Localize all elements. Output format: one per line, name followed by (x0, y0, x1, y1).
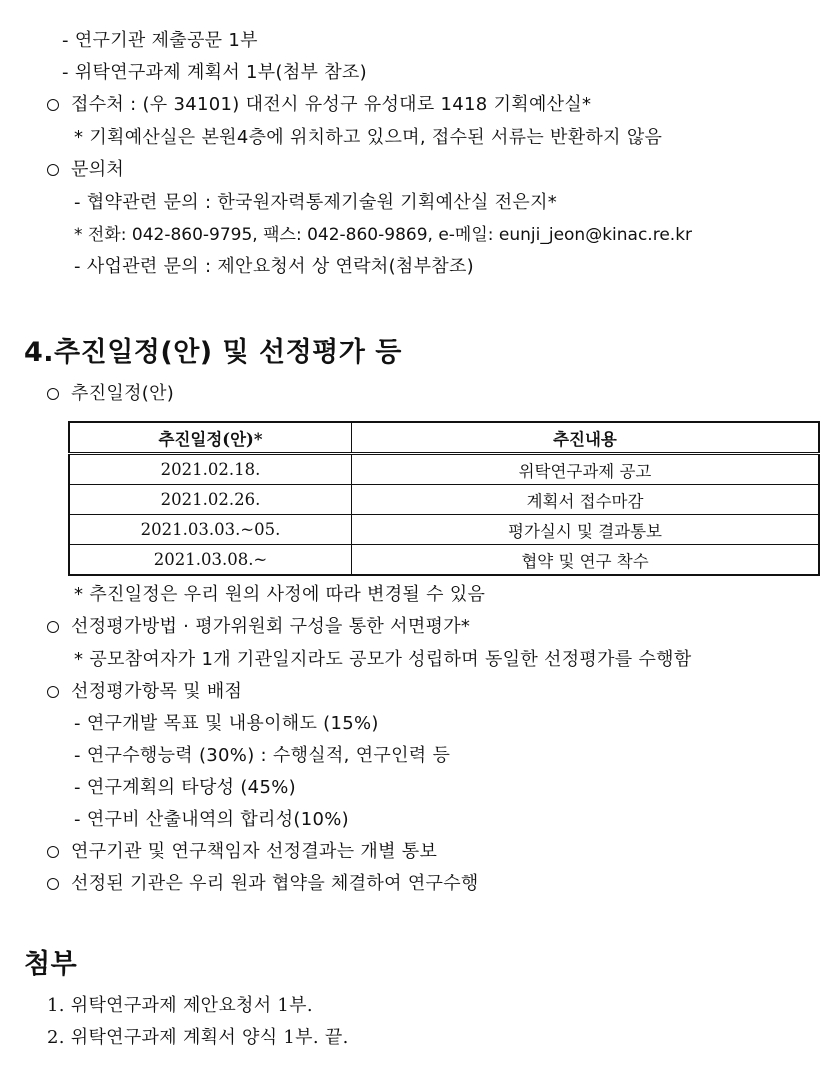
schedule-date: 2021.02.18. (69, 454, 352, 485)
attachments-heading: 첨부 (24, 949, 78, 980)
table-header-date: 추진일정(안)* (69, 422, 352, 454)
schedule-table (68, 421, 820, 576)
inquiry-line (47, 158, 124, 182)
schedule-content: 계획서 접수마감 (352, 485, 820, 515)
schedule-date: 2021.03.03.~05. (69, 515, 352, 545)
eval-items-label: 선정평가항목 및 배점 (71, 681, 243, 702)
circle-bullet-icon (47, 164, 59, 176)
reception-line (47, 93, 591, 117)
eval-item: - 연구비 산출내역의 합리성(10%) (74, 809, 349, 830)
contract-line (47, 872, 479, 896)
table-row (69, 545, 819, 576)
eval-method-text: 선정평가방법 · 평가위원회 구성을 통한 서면평가* (71, 616, 471, 637)
eval-method-note: * 공모참여자가 1개 기관일지라도 공모가 성립하며 동일한 선정평가를 수행함 (74, 649, 692, 670)
schedule-content: 위탁연구과제 공고 (352, 454, 820, 485)
schedule-note: * 추진일정은 우리 원의 사정에 따라 변경될 수 있음 (74, 584, 486, 605)
contract-inquiry: - 협약관련 문의 : 한국원자력통제기술원 기획예산실 전은지* (74, 192, 558, 213)
schedule-label-line (47, 382, 174, 406)
table-row (69, 485, 819, 515)
circle-bullet-icon (47, 878, 59, 890)
table-row (69, 454, 819, 485)
table-header-row (69, 422, 819, 454)
circle-bullet-icon (47, 846, 59, 858)
circle-bullet-icon (47, 686, 59, 698)
schedule-content: 협약 및 연구 착수 (352, 545, 820, 576)
circle-bullet-icon (47, 388, 59, 400)
eval-method-line (47, 615, 470, 639)
notify-line (47, 840, 437, 864)
schedule-label: 추진일정(안) (71, 383, 175, 404)
attachment-item: 1. 위탁연구과제 제안요청서 1부. (47, 995, 313, 1016)
contract-text: 선정된 기관은 우리 원과 협약을 체결하여 연구수행 (71, 873, 479, 894)
reception-note: * 기획예산실은 본원4층에 위치하고 있으며, 접수된 서류는 반환하지 않음 (74, 127, 663, 148)
eval-item: - 연구수행능력 (30%) : 수행실적, 연구인력 등 (74, 745, 451, 766)
submission-doc-item: - 연구기관 제출공문 1부 (62, 30, 258, 51)
circle-bullet-icon (47, 99, 59, 111)
contact-info: * 전화: 042-860-9795, 팩스: 042-860-9869, e-메일: eunji_jeon@kinac.re.kr (74, 225, 693, 245)
attachment-item: 2. 위탁연구과제 계획서 양식 1부. 끝. (47, 1027, 349, 1048)
eval-item: - 연구계획의 타당성 (45%) (74, 777, 296, 798)
section-4-heading: 4.추진일정(안) 및 선정평가 등 (24, 337, 402, 368)
notify-text: 연구기관 및 연구책임자 선정결과는 개별 통보 (71, 841, 438, 862)
inquiry-text: 문의처 (71, 159, 125, 180)
eval-item: - 연구개발 목표 및 내용이해도 (15%) (74, 713, 379, 734)
schedule-date: 2021.02.26. (69, 485, 352, 515)
business-inquiry: - 사업관련 문의 : 제안요청서 상 연락처(첨부참조) (74, 256, 475, 277)
table-header-content: 추진내용 (352, 422, 820, 454)
plan-doc-item: - 위탁연구과제 계획서 1부(첨부 참조) (62, 62, 367, 83)
table-row (69, 515, 819, 545)
schedule-date: 2021.03.08.~ (69, 545, 352, 576)
eval-items-line (47, 680, 242, 704)
circle-bullet-icon (47, 621, 59, 633)
schedule-content: 평가실시 및 결과통보 (352, 515, 820, 545)
reception-text: 접수처 : (우 34101) 대전시 유성구 유성대로 1418 기획예산실* (71, 94, 592, 115)
